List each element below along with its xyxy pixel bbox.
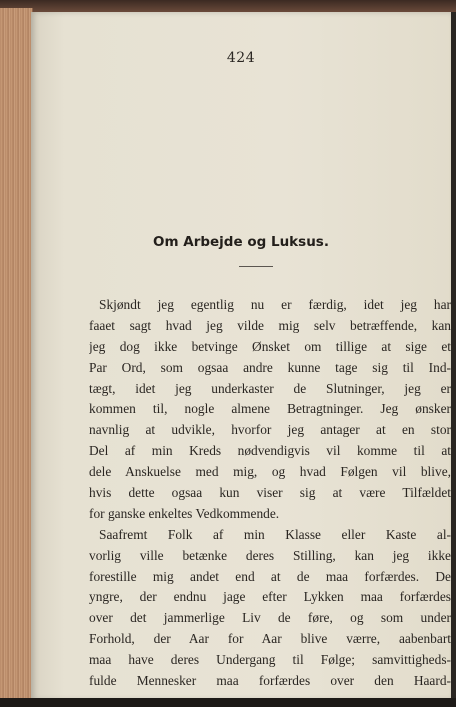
text-line: Del af min Kreds nødvendigvis vil komme til at [89, 443, 451, 459]
text-line: faaet sagt hvad jeg vilde mig selv betræffende, kan [89, 317, 451, 333]
text-line: Par Ord, som ogsaa andre kunne tage sig til Ind- [89, 359, 451, 375]
text-line: Forhold, der Aar for Aar blive værre, aabenbart [89, 631, 451, 647]
text-line: vorlig ville betænke deres Stilling, kan jeg ikke [89, 547, 451, 563]
bottom-shadow [0, 698, 456, 707]
text-line: yngre, der endnu jage efter Lykken maa forfærdes [89, 589, 451, 605]
page-number: 424 [226, 50, 256, 66]
text-line: navnlig at udvikle, hvorfor jeg antager at en stor [89, 422, 451, 438]
text-line: jeg dog ikke betvinge Ønsket om tillige at sige et [89, 338, 451, 354]
book-top-edge [0, 0, 456, 12]
text-line: maa have deres Undergang til Følge; samvittigheds- [89, 652, 451, 668]
text-line: tægt, idet jeg underkaster de Slutninger, jeg er [89, 380, 451, 396]
text-line: forestille mig andet end at de maa forfærdes. De [89, 568, 451, 584]
text-line: dele Anskuelse med mig, og hvad Følgen vil blive, [89, 464, 451, 480]
text-line: fulde Mennesker maa forfærdes over den Haard- [89, 673, 451, 689]
text-line: Saafremt Folk af min Klasse eller Kaste al- [99, 526, 451, 542]
chapter-title: Om Arbejde og Luksus. [153, 234, 329, 250]
body-text [89, 295, 451, 692]
text-line: kommen til, nogle almene Betragtninger. Jeg ønsker [89, 401, 451, 417]
paragraph [89, 525, 451, 692]
page-edges [0, 8, 33, 698]
book-page [31, 12, 451, 700]
paragraph [89, 295, 451, 525]
title-divider [239, 266, 273, 267]
text-line: over det jammerlige Liv de føre, og som under [89, 610, 451, 626]
text-line: hvis dette ogsaa kun viser sig at være Tilfældet [89, 485, 451, 501]
text-line: Skjøndt jeg egentlig nu er færdig, idet jeg har [99, 297, 451, 312]
text-line: for ganske enkeltes Vedkommende. [89, 505, 280, 521]
